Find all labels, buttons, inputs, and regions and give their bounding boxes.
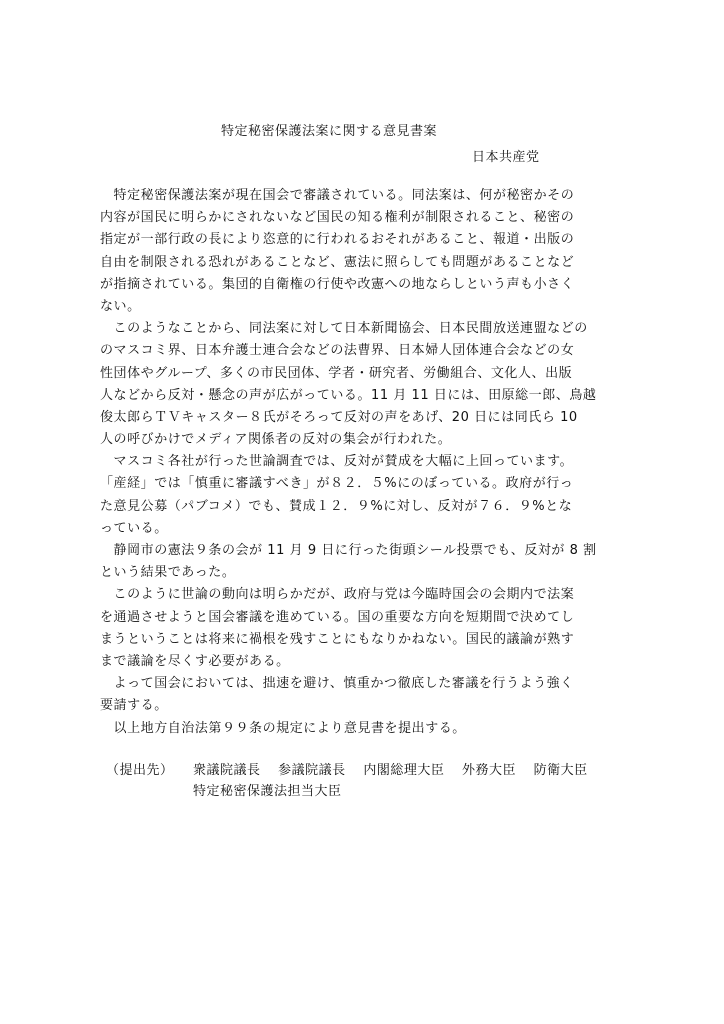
body-line: 自由を制限される恐れがあることなど、憲法に照らしても問題があることなど: [100, 254, 575, 270]
body-line: 静岡市の憲法９条の会が 11 月 9 日に行った街頭シール投票でも、反対が 8 割: [100, 543, 597, 558]
document-title: 特定秘密保護法案に関する意見書案: [221, 124, 438, 139]
recipient-item: 参議院議長: [278, 763, 346, 778]
body-line: が指摘されている。集団的自衛権の行使や改憲への地ならしという声も小さく: [100, 276, 575, 292]
body-line: 「産経」では「慎重に審議すべき」が８２．５%にのぼっている。政府が行っ: [100, 476, 574, 492]
body-line: 指定が一部行政の長により恣意的に行われるおそれがあること、報道・出版の: [100, 232, 575, 248]
recipient-item: 特定秘密保護法担当大臣: [193, 784, 342, 799]
recipients-list: [193, 760, 633, 802]
body-line: を通過させようと国会審議を進めている。国の重要な方向を短期間で決めてし: [100, 609, 575, 625]
document-body: [100, 185, 628, 740]
body-line: っている。: [100, 520, 168, 536]
body-line: このように世論の動向は明らかだが、政府与党は今臨時国会の会期内で法案: [100, 587, 575, 603]
body-line: のマスコミ界、日本弁護士連合会などの法曹界、日本婦人団体連合会などの女: [100, 343, 575, 359]
body-line: という結果であった。: [100, 565, 236, 581]
recipient-item: 外務大臣: [461, 763, 516, 778]
body-line: 特定秘密保護法案が現在国会で審議されている。同法案は、何が秘密かその: [100, 188, 575, 203]
recipient-item: 衆議院議長: [193, 763, 261, 778]
document-author: 日本共産党: [472, 150, 540, 165]
body-line: 俊太郎らＴＶキャスター８氏がそろって反対の声をあげ、20 日には同氏ら 10: [100, 409, 578, 425]
body-line: た意見公募（パブコメ）でも、賛成１２．９%に対し、反対が７６．９%とな: [100, 498, 573, 514]
body-line: ない。: [100, 298, 141, 314]
body-line: 内容が国民に明らかにされないなど国民の知る権利が制限されること、秘密の: [100, 210, 575, 226]
body-line: まで議論を尽くす必要がある。: [100, 653, 290, 669]
body-line: まうということは将来に禍根を残すことにもなりかねない。国民的議論が熟す: [100, 631, 575, 647]
recipients-label: （提出先）: [106, 763, 174, 778]
body-line: 性団体やグループ、多くの市民団体、学者・研究者、労働組合、文化人、出版: [100, 365, 573, 381]
body-line: 要請する。: [100, 698, 168, 714]
body-line: よって国会においては、拙速を避け、慎重かつ徹底した審議を行うよう強く: [100, 676, 574, 692]
body-line: 以上地方自治法第９９条の規定により意見書を提出する。: [100, 720, 466, 736]
body-line: 人の呼びかけでメディア関係者の反対の集会が行われた。: [100, 432, 452, 448]
body-line: このようなことから、同法案に対して日本新聞協会、日本民間放送連盟などの: [100, 321, 588, 337]
body-line: マスコミ各社が行った世論調査では、反対が賛成を大幅に上回っています。: [100, 454, 574, 470]
body-line: 人などから反対・懸念の声が広がっている。11 月 11 日には、田原総一郎、鳥越: [100, 387, 597, 403]
recipient-item: 防衛大臣: [533, 763, 588, 778]
recipient-item: 内閣総理大臣: [363, 763, 445, 778]
